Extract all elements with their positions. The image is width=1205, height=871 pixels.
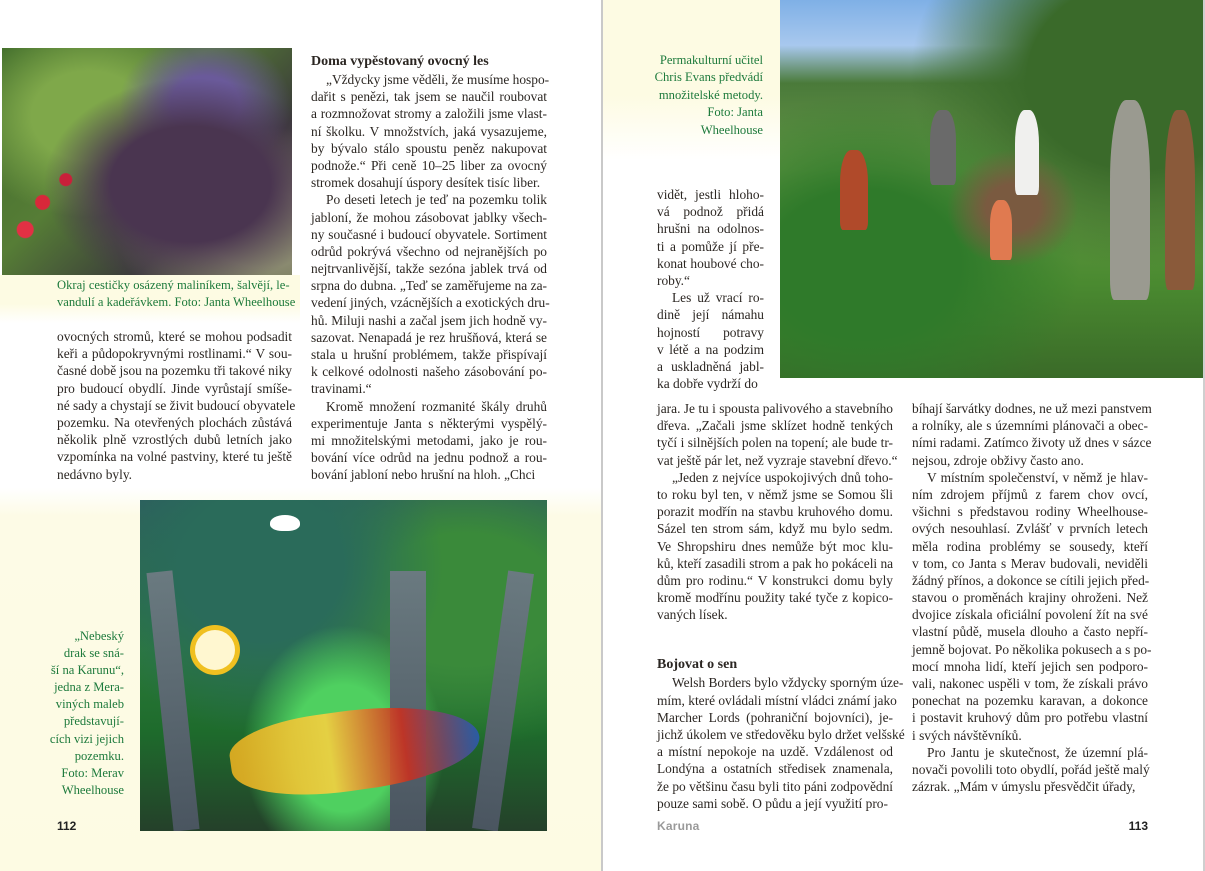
text-line: Welsh Borders bylo vždycky sporným úze- xyxy=(672,675,904,691)
text-line: dině její námahu xyxy=(657,307,764,323)
caption-line: pozemku. xyxy=(74,748,124,763)
text-line: i svých návštěvníků. xyxy=(912,727,1022,743)
text-line: konat houbové cho- xyxy=(657,255,764,271)
text-line: hojností potravy xyxy=(657,324,764,340)
text-line: jichž úkolem ve středověku bylo držet velšské xyxy=(657,727,905,742)
text-line: a rolníky, ale s územními plánovači a obec- xyxy=(912,418,1148,434)
narrow-text-column xyxy=(657,186,764,392)
text-line: jemně bojovat. Po několika pokusech a s po- xyxy=(912,641,1152,657)
caption-line: „Nebeský xyxy=(74,629,124,643)
text-line: dům pro rodinu.“ V konstrukci domu byly xyxy=(657,572,893,588)
text-line: v létě a na podzim xyxy=(657,341,764,357)
text-line: stala u hrušní problémem, takže přispívají xyxy=(311,347,547,362)
text-line: vali, nakonec uspěli v tom, že získali právo xyxy=(912,676,1148,691)
person xyxy=(840,150,868,230)
text-line: podnože.“ Při ceně 10–25 liber za ovocný xyxy=(311,157,547,173)
text-line: Marcher Lords (pohraniční bojovníci), je- xyxy=(657,709,893,725)
text-line: žádný přínos, a dokonce se cítili jejich před- xyxy=(912,572,1150,588)
caption-line: vandulí a kadeřávkem. Foto: Janta Wheelhouse xyxy=(57,295,296,310)
text-line: ti a pomůže jí pře- xyxy=(657,238,764,254)
text-line: ní školku. V množstvích, jaká vysazujeme, xyxy=(311,123,547,139)
painted-sun xyxy=(195,630,235,670)
person xyxy=(930,110,956,185)
text-line: ků, kteří zasadili strom a pak ho pokáceli na xyxy=(657,555,894,571)
text-line: Londýna a ostatních středisek znamenala, xyxy=(657,761,893,777)
caption-line: jedna z Mera- xyxy=(54,680,124,695)
text-line: i postavit kruhový dům pro potřebu vlastní xyxy=(912,710,1148,726)
text-line: to roku byl ten, v němž jsme se Somou šli xyxy=(657,486,893,502)
caption-line: cích vizi jejich xyxy=(49,731,124,746)
text-line: bování více odrůd na jednu podnož a rou- xyxy=(311,450,547,466)
text-line: že po většinu času byli tito páni zodpovědní xyxy=(657,778,893,794)
text-column-2 xyxy=(912,400,1152,795)
painted-tree-trunk xyxy=(146,570,199,831)
section-heading: Doma vypěstovaný ovocný les xyxy=(311,54,489,69)
left-page-112 xyxy=(0,0,601,871)
text-line: všichni s představou rodiny Wheelhouse- xyxy=(912,504,1148,520)
text-line: vlastní půdě, musela dlouho a často nepří- xyxy=(912,624,1148,640)
caption-line: Okraj cestičky osázený maliníkem, šalvějí, le- xyxy=(57,278,290,292)
workshop-photo-caption xyxy=(623,52,763,139)
text-line: sazovat. Nenapadá je rez hrušňová, která se xyxy=(311,329,547,345)
text-line: Po deseti letech je teď na pozemku tolik xyxy=(326,192,547,208)
section-heading: Bojovat o sen xyxy=(657,657,738,673)
text-line: jabloní, že mohou zásobovat jablky všech- xyxy=(311,209,547,225)
text-line: v tom, co Janta s Merav budovali, neviděli xyxy=(912,555,1148,571)
text-line: vaných lísek. xyxy=(657,607,728,623)
caption-line: viných maleb xyxy=(55,697,124,712)
garden-photo-caption xyxy=(57,277,296,312)
text-line: „Jeden z nejvíce uspokojivých dnů toho- xyxy=(672,469,893,485)
text-line: Ve Shropshiru dnes nemůže být moc klu- xyxy=(657,538,893,554)
text-line: a místní nepokoje na uzdě. Vzdálenost od xyxy=(657,744,893,760)
text-line: několik plně vzrostlých dubů letních jako xyxy=(57,432,292,448)
text-line: kromě modřínu použity také tyče z kopico- xyxy=(657,590,893,606)
text-line: Pro Jantu je skutečnost, že územní plá- xyxy=(927,744,1148,760)
text-line: mocí mnoha lidí, kteří jejich sen podporo- xyxy=(912,658,1148,674)
text-line: pro budoucí obydlí. Jinde vyrůstají smíše- xyxy=(57,380,292,396)
caption-line: Chris Evans předvádí xyxy=(654,70,763,85)
text-line: dvojice získala oficiální povolení žít na své xyxy=(912,607,1148,623)
text-column-a xyxy=(57,328,296,483)
column-1-paragraphs xyxy=(657,400,898,623)
text-line: tyčí i silnějších polen na topení; ale bude tr- xyxy=(657,435,893,451)
page-number: 113 xyxy=(1128,819,1148,833)
text-line: V místním společenství, v němž je hlav- xyxy=(927,469,1148,485)
text-line: keři a půdopokryvnými rostlinami.“ V sou- xyxy=(57,346,292,362)
caption-line: Foto: Janta xyxy=(707,105,763,120)
painted-tree-trunk xyxy=(390,571,426,831)
caption-line: Wheelhouse xyxy=(61,782,124,797)
text-line: jara. Je tu i spousta palivového a stavebního xyxy=(657,401,893,416)
text-line: né sady a chystají se živit budoucí obyvatele xyxy=(57,397,296,413)
person xyxy=(1165,110,1195,290)
text-line: srpna do dubna. „Teď se zaměřujeme na za- xyxy=(311,278,547,294)
text-line: vat ještě pár let, než vyzraje stavební dřevo.“ xyxy=(657,452,898,468)
text-line: Kromě množení rozmanité škály druhů xyxy=(326,398,547,414)
caption-line: Foto: Merav xyxy=(61,765,124,780)
text-line: mi množitelskými metodami, jako je rou- xyxy=(311,432,547,448)
page-number: 112 xyxy=(57,819,77,833)
right-page-113 xyxy=(603,0,1203,871)
caption-line: množitelské metody. xyxy=(658,87,763,102)
text-line: odrůd pokrývá všechno od nejranějších po xyxy=(311,243,547,259)
text-line: a rozmnožovat stromy a založili jsme vlast- xyxy=(311,106,547,122)
text-line: vzpomínka na volné pastviny, které tu ještě xyxy=(57,449,292,465)
text-line: porazit modřín na stavbu kruhového domu. xyxy=(657,504,893,520)
text-line: ových nesouhlasí. Zvlášť v prvních letech xyxy=(912,521,1148,537)
white-bird xyxy=(270,515,300,531)
text-line: zázrak. „Mám v úmyslu přesvědčit úřady, xyxy=(912,779,1136,795)
text-column-b xyxy=(311,52,550,484)
text-line: by bývalo stálo spoustu peněz nakupovat xyxy=(311,140,547,156)
text-line: pozemku. Na otevřených plochách zůstává xyxy=(57,414,292,430)
caption-line: Wheelhouse xyxy=(700,122,763,137)
text-line: mím, které ovládali místní vládci známí jako xyxy=(657,692,897,708)
text-line: bíhají šarvátky dodnes, ne už mezi panstvem xyxy=(912,401,1152,416)
text-line: travinami.“ xyxy=(311,381,372,397)
text-line: nejtrvanlivější, takže sezóna jablek trvá od xyxy=(311,261,547,277)
text-line: ny současné i budoucí obyvatele. Sortiment xyxy=(311,226,547,242)
text-line: novači povolili toto obydlí, pořád ještě malý xyxy=(912,761,1150,777)
person xyxy=(1110,100,1150,300)
permaculture-workshop-photo xyxy=(780,0,1203,378)
text-line: ka dobře vydrží do xyxy=(657,376,758,392)
text-line: vá podnož přidá xyxy=(657,204,764,220)
magazine-title-footer: Karuna xyxy=(657,819,700,833)
text-line: ovocných stromů, které se mohou podsadit xyxy=(57,329,292,344)
text-line: dřeva. „Začali jsme sklízet hodně tenkých xyxy=(657,418,893,434)
caption-line: představují- xyxy=(63,714,124,729)
text-line: ním zdrojem příjmů z farem chov ovcí, xyxy=(912,486,1148,502)
text-line: experimentuje Janta s některými vyspělý- xyxy=(311,415,547,431)
text-line: bování jabloní nebo hrušní na hloh. „Chci xyxy=(311,467,536,483)
text-line: vedení jiných, vzácnějších a exotických dru- xyxy=(311,295,550,311)
column-1-paragraphs-2 xyxy=(657,674,905,812)
caption-line: ší na Karunu“, xyxy=(50,663,124,678)
text-line: nedávno byly. xyxy=(57,466,132,482)
text-line: časné době jsou na pozemku tři takové niky xyxy=(57,363,292,379)
text-line: nejsou, zdroje obživy často ano. xyxy=(912,452,1084,468)
text-line: hrušni na odolnos- xyxy=(657,221,764,237)
text-line: hů. Miluji nashi a začal jsem jich hodně vy- xyxy=(311,312,547,328)
caption-line: Permakulturní učitel xyxy=(659,53,763,67)
painting-caption xyxy=(30,628,124,799)
column-b-paragraphs xyxy=(311,71,550,484)
text-line: dařit s penězi, tak jsem se naučil roubovat xyxy=(311,89,547,105)
garden-path-photo xyxy=(2,48,292,275)
painted-dragon xyxy=(226,693,485,807)
text-line: ními radami. Zatímco životy už dnes v sázce xyxy=(912,435,1152,451)
person xyxy=(990,200,1012,260)
text-line: stavou o proměnách krajiny ohroženi. Než xyxy=(912,590,1148,606)
text-line: měla rodina problémy se sousedy, kteří xyxy=(912,538,1148,554)
text-line: „Vždycky jsme věděli, že musíme hospo- xyxy=(326,72,550,87)
text-line: Les už vrací ro- xyxy=(672,290,764,306)
caption-line: drak se sná- xyxy=(63,646,124,661)
painted-tree-trunk xyxy=(472,570,534,831)
text-line: vidět, jestli hloho- xyxy=(657,187,764,202)
text-line: ponechat na pozemku karavan, a dokonce xyxy=(912,693,1148,709)
person xyxy=(1015,110,1039,195)
dragon-painting xyxy=(140,500,547,831)
text-line: pouze sami sobě. O půdu a její využití pro- xyxy=(657,795,888,811)
text-column-1 xyxy=(657,400,905,812)
text-line: roby.“ xyxy=(657,272,690,288)
text-line: stromek dosahují úspory desítek tisíc liber. xyxy=(311,175,541,191)
text-line: Sázel ten strom sám, když mu bylo sedm. xyxy=(657,521,893,537)
text-line: a uskladněná jabl- xyxy=(657,358,764,374)
text-line: k celkové odolnosti našeho zásobování po- xyxy=(311,364,547,380)
